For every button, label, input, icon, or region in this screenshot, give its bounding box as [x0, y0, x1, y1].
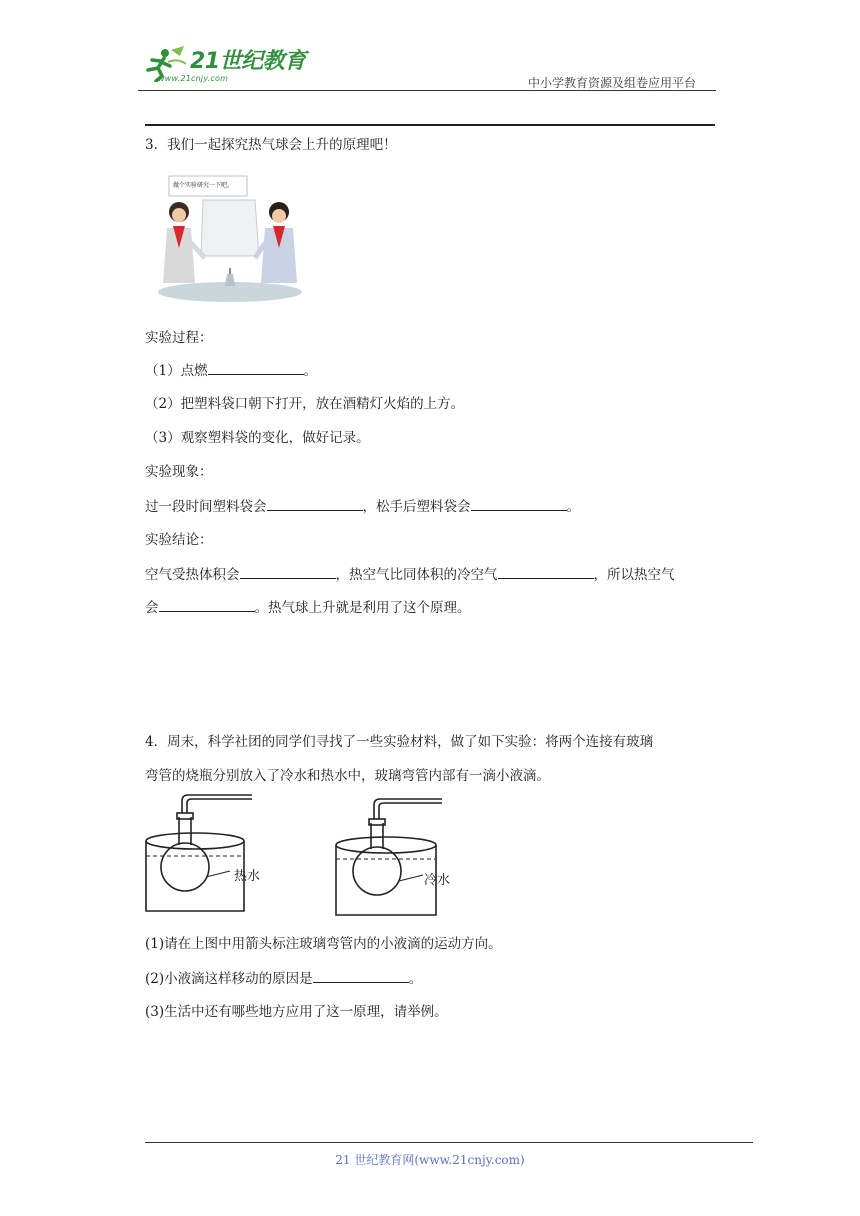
q3-step2: （2）把塑料袋口朝下打开，放在酒精灯火焰的上方。	[145, 396, 465, 412]
q3-step3: （3）观察塑料袋的变化，做好记录。	[145, 430, 370, 446]
q3-title: 3．我们一起探究热气球会上升的原理吧！	[145, 137, 397, 153]
flask-in-water-diagram	[140, 793, 460, 918]
logo	[138, 44, 308, 90]
logo-text: 21世纪教育	[190, 49, 306, 74]
speech-bubble-text: 做个实验研究一下吧。	[173, 182, 234, 189]
answer-blank[interactable]	[159, 598, 255, 612]
q3-conclusion-line2	[145, 598, 471, 617]
label-hot-water: 热水	[234, 869, 261, 884]
q3-step1-end: 。	[303, 363, 318, 379]
footer-text: 21 世纪教育网(www.21cnjy.com)	[335, 1153, 525, 1167]
logo-url: www.21cnjy.com	[158, 74, 229, 83]
answer-blank[interactable]	[208, 361, 304, 375]
q4-sub2-end: 。	[408, 971, 423, 987]
q4-sub2-text: (2)小液滴这样移动的原因是	[145, 971, 313, 987]
q3-process-heading: 实验过程：	[145, 330, 213, 346]
q3-concl-text-c: ，所以热空气	[593, 567, 675, 583]
q4-sub3: (3)生活中还有哪些地方应用了这一原理，请举例。	[145, 1004, 448, 1020]
q3-concl2-text-a: 会	[145, 600, 159, 616]
q3-phen-text-a: 过一段时间塑料袋会	[145, 499, 267, 515]
q3-step1	[145, 361, 317, 380]
q3-phen-text-c: 。	[566, 499, 580, 515]
q4-flask-diagram	[140, 793, 460, 918]
q3-conclusion-line1	[145, 565, 675, 584]
page-top-rule	[145, 124, 715, 126]
platform-name: 中小学教育资源及组卷应用平台	[528, 76, 697, 90]
q4-title-cont: 弯管的烧瓶分别放入了冷水和热水中，玻璃弯管内部有一滴小液滴。	[145, 768, 550, 784]
q3-step1-text: （1）点燃	[145, 363, 208, 379]
q4-title: 4．周末，科学社团的同学们寻找了一些实验材料，做了如下实验：将两个连接有玻璃	[145, 734, 654, 750]
answer-blank[interactable]	[240, 565, 336, 579]
q3-concl-text-a: 空气受热体积会	[145, 567, 240, 583]
footer-divider	[145, 1142, 753, 1143]
answer-blank[interactable]	[471, 497, 567, 511]
q4-sub2	[145, 969, 422, 988]
q3-illustration	[155, 168, 305, 304]
answer-blank[interactable]	[267, 497, 363, 511]
q3-concl-text-b: ，热空气比同体积的冷空气	[335, 567, 498, 583]
label-cold-water: 冷水	[424, 873, 451, 888]
q3-phen-text-b: ，松手后塑料袋会	[362, 499, 471, 515]
q3-phenomenon	[145, 497, 580, 516]
q3-concl2-text-b: 。热气球上升就是利用了这个原理。	[254, 600, 471, 616]
q4-sub1: (1)请在上图中用箭头标注玻璃弯管内的小液滴的运动方向。	[145, 936, 502, 952]
q3-phenomenon-heading: 实验现象：	[145, 464, 213, 480]
header-divider	[138, 90, 716, 91]
answer-blank[interactable]	[313, 969, 409, 983]
answer-blank[interactable]	[498, 565, 594, 579]
q3-conclusion-heading: 实验结论：	[145, 532, 213, 548]
